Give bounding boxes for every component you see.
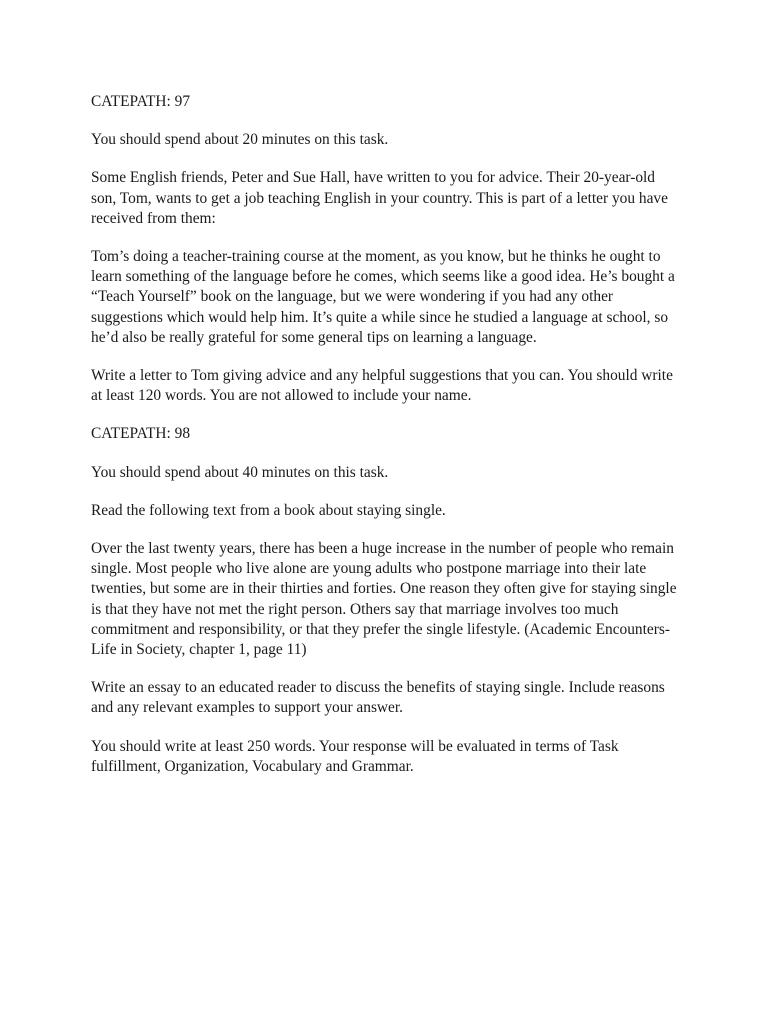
- task2-requirement: You should write at least 250 words. Your response will be evaluated in terms of Task fulfillment, Organization, Vocabulary and Grammar.: [91, 737, 619, 775]
- task2-intro: Read the following text from a book about staying single.: [91, 501, 446, 519]
- task1-letter-excerpt: Tom’s doing a teacher-training course at the moment, as you know, but he thinks he ought to learn something of the language before he comes, which seems like a good idea. He’s bought a “Teach Yourself” book on the language, but we were wondering if you had any other suggestions which would help him. It’s quite a while since he studied a language at school, so he’d also be really grateful for some general tips on learning a language.: [91, 248, 675, 346]
- task1-instruction: Write a letter to Tom giving advice and any helpful suggestions that you can. You should write at least 120 words. You are not allowed to include your name.: [91, 367, 673, 405]
- task1-intro: Some English friends, Peter and Sue Hall, have written to you for advice. Their 20-year-old son, Tom, wants to get a job teaching English in your country. This is part of a letter you have received from them:: [91, 169, 668, 227]
- task1-heading: CATEPATH: 97: [91, 93, 191, 110]
- task2-passage: Over the last twenty years, there has been a huge increase in the number of people who remain single. Most people who live alone are young adults who postpone marriage into their late twenties, but some are in their thirties and forties. One reason they often give for staying single is that they have not met the right person. Others say that marriage involves too much commitment and responsibility, or that they prefer the single lifestyle. (Academic Encounters- Life in Society, chapter 1, page 11): [91, 540, 677, 659]
- document-page: [91, 92, 681, 795]
- task2-instruction: Write an essay to an educated reader to discuss the benefits of staying single. Include reasons and any relevant examples to support your answer.: [91, 679, 665, 717]
- task2-time: You should spend about 40 minutes on this task.: [91, 463, 389, 481]
- task2-heading: CATEPATH: 98: [91, 425, 191, 443]
- task1-time: You should spend about 20 minutes on this task.: [91, 131, 389, 149]
